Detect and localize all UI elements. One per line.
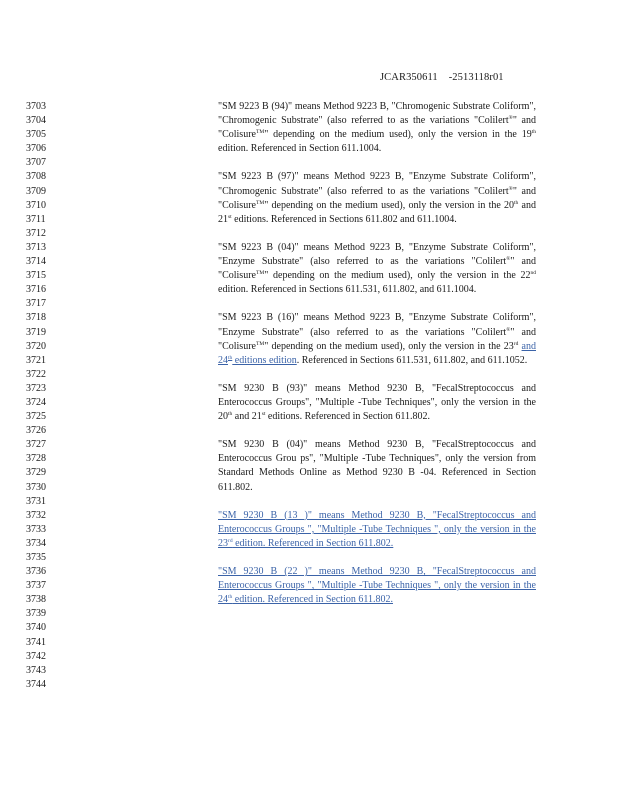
line-number: 3706 [26,143,46,155]
line-number: 3734 [26,537,46,549]
line-number: 3716 [26,284,46,296]
definitions-body [218,100,536,607]
definition-sm-9223b-04: "SM 9223 B (04)" means Method 9223 B, "Enzyme Substrate Coliform", "Enzyme Substrate" (also referred to as the variations "Colilert®" and "Colisure™" depending on the medium used), only the version in the 22nd edition. Referenced in Sections 611.531, 611.802, and 611.1004. [218,241,536,296]
line-number: 3725 [26,411,46,423]
line-number: 3726 [26,425,46,437]
line-number: 3744 [26,678,46,690]
document-id: JCAR350611 [380,72,438,83]
line-number: 3722 [26,368,46,380]
line-number: 3723 [26,382,46,394]
line-number: 3724 [26,396,46,408]
line-number: 3704 [26,115,46,127]
line-number: 3703 [26,101,46,112]
line-number: 3736 [26,566,46,578]
line-number: 3743 [26,664,46,676]
line-number: 3711 [26,213,46,225]
line-number: 3730 [26,481,46,493]
definition-sm-9230b-04: "SM 9230 B (04)" means Method 9230 B, "FecalStreptococcus and Enterococcus Grou ps", "Multiple -Tube Techniques", only the version from Standard Methods Online as Method 9230 B -04. Referenced in Section 611.802. [218,439,536,493]
line-number: 3729 [26,467,46,479]
definition-sm-9230b-22-inserted: "SM 9230 B (22 )" means Method 9230 B, "FecalStreptococcus and Enterococcus Groups ", "Multiple -Tube Techniques ", only the version in the 24th edition. Referenced in Section 611.802. [218,566,536,606]
line-number: 3707 [26,157,46,169]
line-number: 3741 [26,636,46,648]
page-header [380,72,504,83]
definition-sm-9223b-97: "SM 9223 B (97)" means Method 9223 B, "Enzyme Substrate Coliform", "Chromogenic Substrate" (also referred to as the variations "Colilert®" and "Colisure™" depending on the medium used), only the version in the 20th and 21st editions. Referenced in Sections 611.802 and 611.1004. [218,171,536,225]
line-number: 3720 [26,340,46,352]
line-number: 3719 [26,326,46,338]
line-number: 3709 [26,185,46,197]
line-number: 3710 [26,199,46,211]
line-number: 3739 [26,608,46,620]
inserted-text: editions edition [232,354,297,366]
line-number: 3738 [26,594,46,606]
line-number: 3721 [26,354,46,366]
line-number: 3731 [26,495,46,507]
line-number: 3713 [26,241,46,253]
line-number: 3705 [26,129,46,141]
line-number: 3733 [26,523,46,535]
line-number: 3712 [26,227,46,239]
line-number-column [26,100,66,692]
definition-sm-9223b-16: "SM 9223 B (16)" means Method 9223 B, "Enzyme Substrate Coliform", "Enzyme Substrate" (also referred to as the variations "Colilert®" and "Colisure™" depending on the medium used), only the version in the 23rd and 24th editions edition. Referenced in Sections 611.531, 611.802, and 611.1052. [218,312,536,366]
definition-sm-9230b-13-inserted: "SM 9230 B (13 )" means Method 9230 B, "FecalStreptococcus and Enterococcus Groups ", "Multiple -Tube Techniques ", only the version in the 23rd edition. Referenced in Section 611.802. [218,509,536,549]
definition-sm-9230b-93: "SM 9230 B (93)" means Method 9230 B, "FecalStreptococcus and Enterococcus Groups", "Multiple -Tube Techniques", only the version in the 20th and 21st editions. Referenced in Section 611.802. [218,382,536,423]
line-number: 3708 [26,171,46,183]
line-number: 3740 [26,622,46,634]
definition-sm-9223b-94: "SM 9223 B (94)" means Method 9223 B, "Chromogenic Substrate Coliform", "Chromogenic Substrate" (also referred to as the variations "Colilert®" and "Colisure™" depending on the medium used), only the version in the 19th edition. Referenced in Section 611.1004. [218,101,536,155]
document-code: -2513118r01 [448,72,504,83]
line-number: 3742 [26,650,46,662]
line-number: 3727 [26,439,46,451]
line-number: 3737 [26,580,46,592]
line-number: 3728 [26,453,46,465]
line-number: 3715 [26,270,46,282]
line-number: 3717 [26,298,46,310]
line-number: 3714 [26,256,46,268]
inserted-text: and 24 [218,340,536,366]
line-number: 3735 [26,552,46,563]
line-number: 3732 [26,509,46,521]
line-number: 3718 [26,312,46,324]
